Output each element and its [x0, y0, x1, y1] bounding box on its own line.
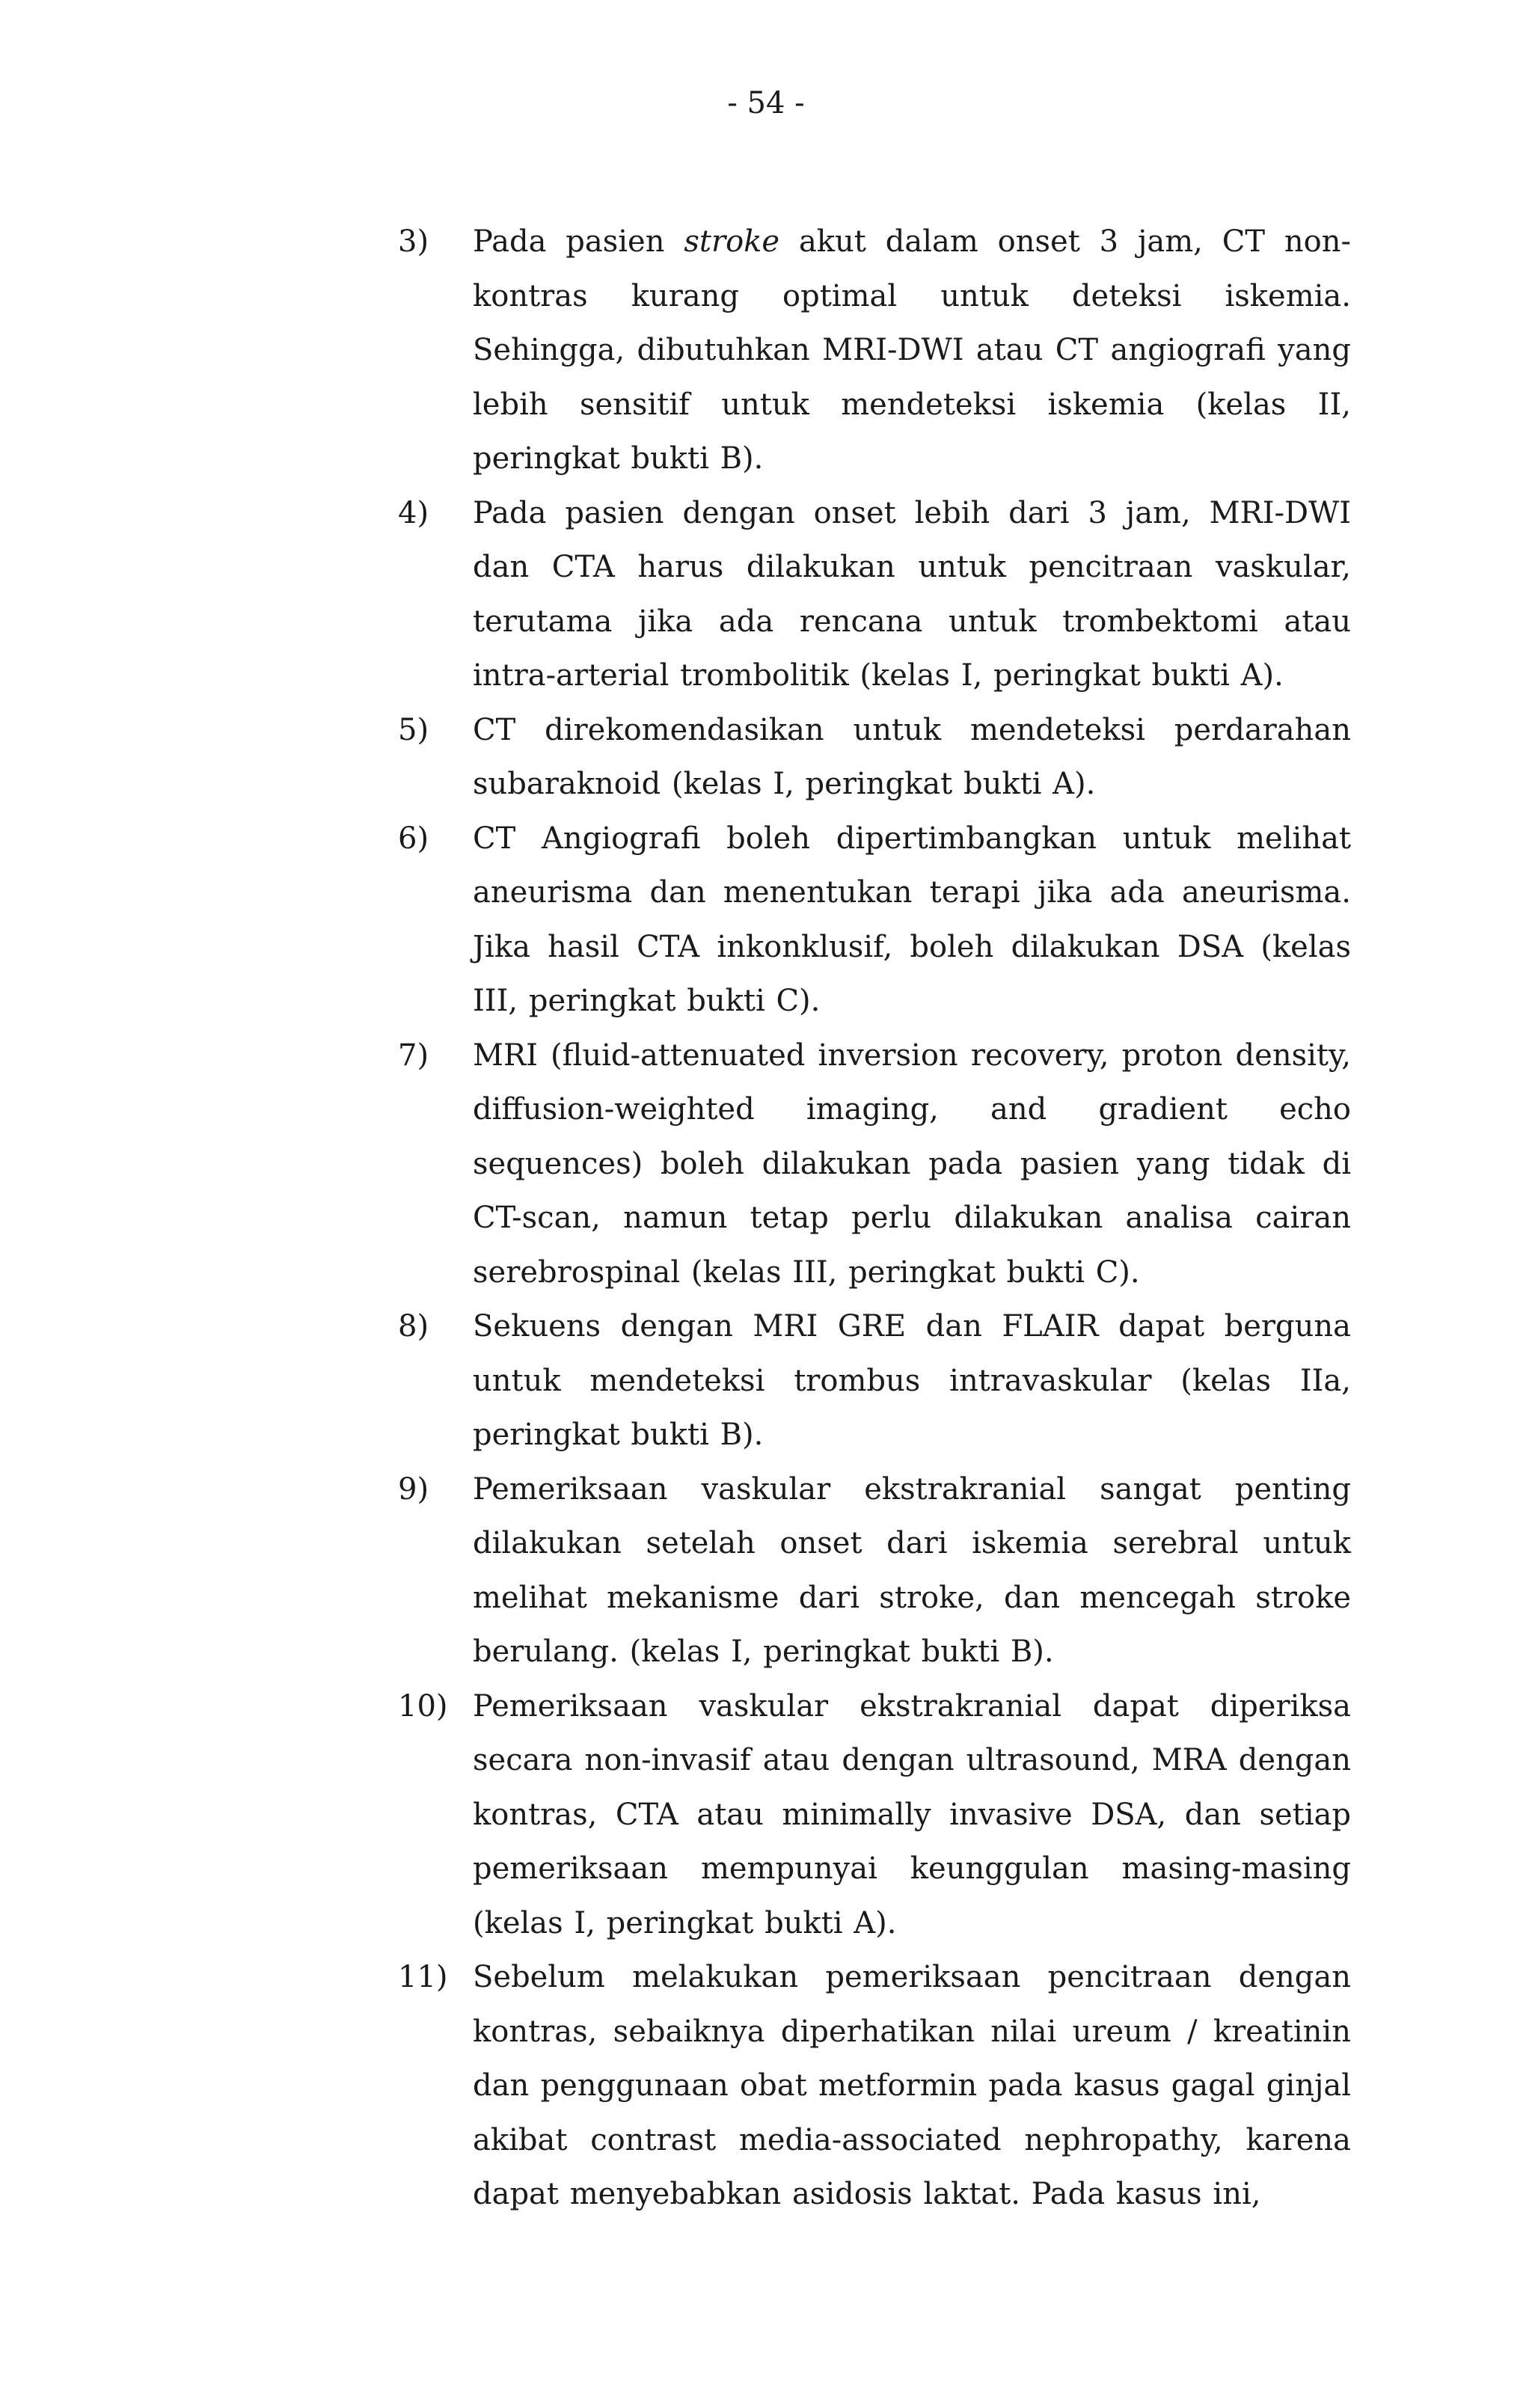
- item-text: MRI (fluid-attenuated inversion recovery, proton density, diffusion-weighted imaging, and gradient echo sequences) boleh dilakukan pada pasien yang tidak di CT-scan, namun tetap perlu dilakukan analisa cairan serebrospinal (kelas III, peringkat bukti C).: [473, 1038, 1351, 1290]
- item-text-part: akut dalam onset 3 jam, CT non-kontras kurang optimal untuk deteksi iskemia. Sehingga, dibutuhkan MRI-DWI atau CT angiografi yang lebih sensitif untuk mendeteksi iskemia (kelas II, peringkat bukti B).: [473, 224, 1351, 476]
- item-text: Pada pasien dengan onset lebih dari 3 jam, MRI-DWI dan CTA harus dilakukan untuk pencitraan vaskular, terutama jika ada rencana untuk trombektomi atau intra-arterial trombolitik (kelas I, peringkat bukti A).: [473, 495, 1351, 693]
- item-number: 9): [398, 1471, 429, 1507]
- item-text: [473, 215, 1351, 486]
- item-text: Pemeriksaan vaskular ekstrakranial sangat penting dilakukan setelah onset dari iskemia serebral untuk melihat mekanisme dari stroke, dan mencegah stroke berulang. (kelas I, peringkat bukti B).: [473, 1471, 1351, 1669]
- list-item: [398, 703, 1351, 812]
- item-text: Pemeriksaan vaskular ekstrakranial dapat diperiksa secara non-invasif atau dengan ultrasound, MRA dengan kontras, CTA atau minimally invasive DSA, dan setiap pemeriksaan mempunyai keunggulan masing-masing (kelas I, peringkat bukti A).: [473, 1688, 1351, 1940]
- recommendation-list: [398, 215, 1351, 2222]
- item-text: Sebelum melakukan pemeriksaan pencitraan dengan kontras, sebaiknya diperhatikan nilai ureum / kreatinin dan penggunaan obat metformin pada kasus gagal ginjal akibat contrast media-associated nephropathy, karena dapat menyebabkan asidosis laktat. Pada kasus ini,: [473, 1960, 1351, 2211]
- list-item: [398, 1950, 1351, 2222]
- page-number: - 54 -: [727, 86, 805, 120]
- item-number: 6): [398, 821, 429, 856]
- list-item: [398, 1462, 1351, 1679]
- list-item: [398, 1679, 1351, 1951]
- list-item: [398, 1299, 1351, 1462]
- item-number: 8): [398, 1309, 429, 1344]
- item-text-emphasis: stroke: [684, 224, 780, 259]
- item-text-part: Pada pasien: [473, 224, 684, 259]
- item-number: 3): [398, 224, 429, 259]
- item-number: 4): [398, 495, 429, 530]
- list-item: [398, 486, 1351, 703]
- list-item: [398, 215, 1351, 486]
- item-number: 11): [398, 1960, 448, 1994]
- list-item: [398, 812, 1351, 1029]
- item-number: 10): [398, 1688, 448, 1724]
- item-number: 7): [398, 1038, 429, 1073]
- item-text: CT Angiografi boleh dipertimbangkan untuk melihat aneurisma dan menentukan terapi jika ada aneurisma. Jika hasil CTA inkonklusif, boleh dilakukan DSA (kelas III, peringkat bukti C).: [473, 821, 1351, 1018]
- item-number: 5): [398, 712, 429, 747]
- item-text: Sekuens dengan MRI GRE dan FLAIR dapat berguna untuk mendeteksi trombus intravaskular (kelas IIa, peringkat bukti B).: [473, 1309, 1351, 1452]
- list-item: [398, 1029, 1351, 1300]
- item-text: CT direkomendasikan untuk mendeteksi perdarahan subaraknoid (kelas I, peringkat bukti A).: [473, 712, 1351, 801]
